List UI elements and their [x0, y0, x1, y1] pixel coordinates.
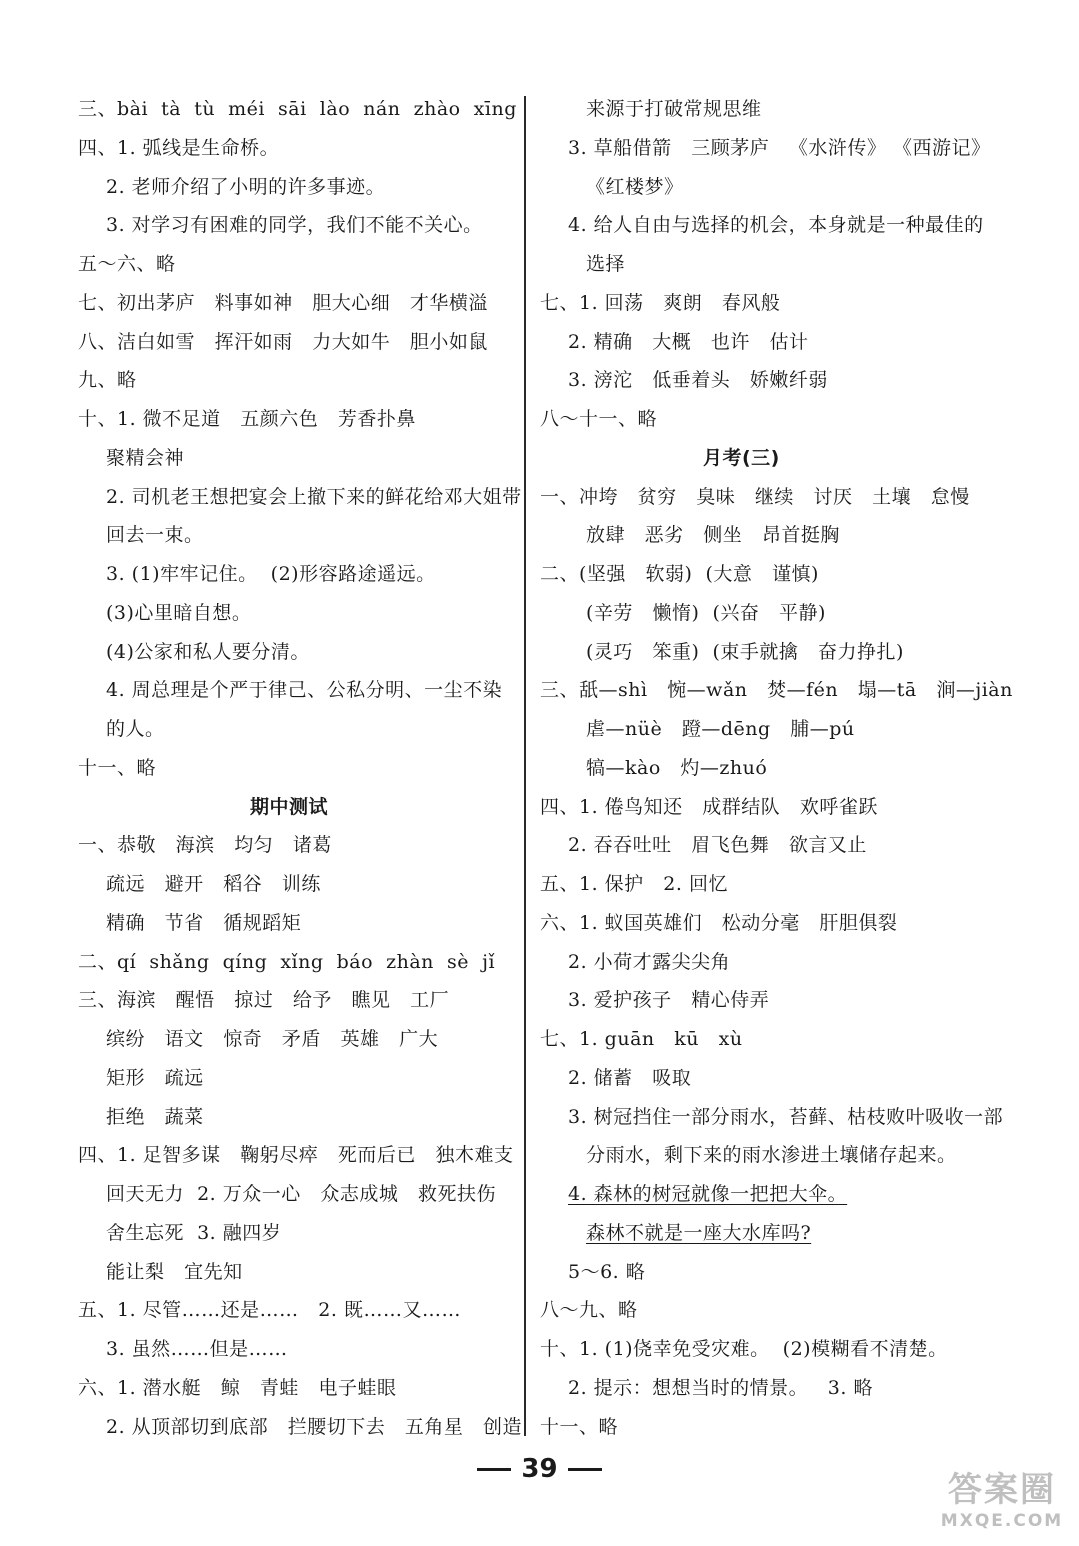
dash-right: [568, 1468, 602, 1471]
page-number-text: 39: [521, 1454, 558, 1484]
answer-line: 回天无力 2. 万众一心 众志成城 救死扶伤: [106, 1183, 496, 1205]
answer-line: 3. 虽然……但是……: [106, 1338, 288, 1360]
answer-line: 3. 爱护孩子 精心侍弄: [568, 989, 770, 1012]
column-divider: [524, 96, 526, 1436]
answer-line: 3. 树冠挡住一部分雨水，苔藓、枯枝败叶吸收一部: [568, 1105, 1004, 1128]
answer-line: 5～6. 略: [568, 1260, 646, 1283]
answer-line: 五、1. 尽管……还是…… 2. 既……又……: [78, 1299, 461, 1322]
answer-line: 缤纷 语文 惊奇 矛盾 英雄 广大: [106, 1028, 439, 1050]
answer-line: 七、1. 回荡 爽朗 春风般: [540, 291, 781, 314]
answer-line: 四、1. 足智多谋 鞠躬尽瘁 死而后已 独木难支: [78, 1144, 514, 1167]
answer-line: 八～十一、略: [540, 408, 658, 430]
answer-line: 犒—kào 灼—zhuó: [586, 756, 768, 779]
answer-line: 2. 储蓄 吸取: [568, 1066, 692, 1089]
answer-line: 五、1. 保护 2. 回忆: [540, 873, 728, 895]
answer-line: 四、1. 倦鸟知还 成群结队 欢呼雀跃: [540, 795, 878, 818]
answer-line: 三、舐—shì 惋—wǎn 焚—fén 塌—tā 涧—jiàn: [540, 679, 1013, 702]
answer-line: 能让梨 宜先知: [106, 1260, 243, 1283]
answer-line: 2. 提示：想想当时的情景。 3. 略: [568, 1376, 873, 1399]
answer-line: (灵巧 笨重) (束手就擒 奋力挣扎): [586, 640, 904, 663]
section-heading: 月考(三): [703, 446, 780, 469]
answer-line: 七、1. guān kū xù: [540, 1028, 743, 1050]
answer-line: 2. 从顶部切到底部 拦腰切下去 五角星 创造: [106, 1415, 523, 1438]
answer-line: 五～六、略: [78, 253, 176, 275]
answer-line: 四、1. 弧线是生命桥。: [78, 136, 280, 159]
answer-line: (4)公家和私人要分清。: [106, 640, 310, 663]
answer-line: 3. 滂沱 低垂着头 娇嫩纤弱: [568, 369, 828, 392]
section-heading: 期中测试: [250, 795, 329, 818]
answer-line: 一、恭敬 海滨 均匀 诸葛: [78, 834, 332, 857]
answer-line: 六、1. 蚁国英雄们 松动分毫 肝胆俱裂: [540, 911, 898, 934]
answer-line: 2. 精确 大概 也许 估计: [568, 330, 809, 353]
watermark-bottom: MXQE.COM: [940, 1511, 1064, 1531]
answer-line: 拒绝 蔬菜: [106, 1105, 204, 1128]
answer-line: 3. (1)牢牢记住。 (2)形容路途遥远。: [106, 563, 436, 585]
answer-line: 3. 对学习有困难的同学，我们不能不关心。: [106, 214, 483, 237]
answer-line: 舍生忘死 3. 融四岁: [106, 1221, 282, 1244]
answer-line: 4. 森林的树冠就像一把把大伞。: [568, 1183, 848, 1205]
answer-line: 放肆 恶劣 侧坐 昂首挺胸: [586, 524, 840, 547]
answer-line: 4. 给人自由与选择的机会，本身就是一种最佳的: [568, 214, 984, 237]
answer-line: 矩形 疏远: [106, 1066, 204, 1089]
answer-line: (辛劳 懒惰) (兴奋 平静): [586, 601, 826, 624]
answer-line: 十、1. 微不足道 五颜六色 芳香扑鼻: [78, 408, 416, 430]
answer-line: 七、初出茅庐 料事如神 胆大心细 才华横溢: [78, 291, 488, 314]
answer-line: 九、略: [78, 369, 137, 392]
answer-line: 《红楼梦》: [586, 175, 684, 198]
answer-line: 2. 吞吞吐吐 眉飞色舞 欲言又止: [568, 834, 867, 857]
answer-line: 的人。: [106, 718, 165, 740]
answer-line: 选择: [586, 253, 626, 275]
answer-line: 精确 节省 循规蹈矩: [106, 911, 302, 934]
answer-line: 2. 司机老王想把宴会上撤下来的鲜花给邓大姐带: [106, 485, 522, 508]
watermark-top: 答案圈: [948, 1470, 1056, 1510]
answer-line: 三、bài tà tù méi sāi lào nán zhào xīng: [78, 98, 517, 120]
answer-line: 十、1. (1)侥幸免受灾难。 (2)模糊看不清楚。: [540, 1338, 948, 1360]
answer-line: 回去一束。: [106, 524, 204, 547]
answer-line: 2. 小荷才露尖尖角: [568, 950, 731, 973]
answer-line: 一、冲垮 贫穷 臭味 继续 讨厌 土壤 怠慢: [540, 485, 970, 508]
answer-line: 十一、略: [540, 1415, 619, 1438]
answer-line: 八、洁白如雪 挥汗如雨 力大如牛 胆小如鼠: [78, 330, 488, 353]
answer-line: 分雨水，剩下来的雨水渗进土壤储存起来。: [586, 1144, 957, 1167]
page-number: [0, 1454, 1079, 1484]
answer-line: 三、海滨 醒悟 掠过 给予 瞧见 工厂: [78, 989, 450, 1012]
answer-line: 二、qí shǎng qíng xǐng báo zhàn sè jǐ: [78, 950, 496, 973]
answer-line: 虐—nüè 蹬—dēng 脯—pú: [586, 718, 855, 740]
answer-line: 3. 草船借箭 三顾茅庐 《水浒传》 《西游记》: [568, 136, 991, 159]
answer-line: 八～九、略: [540, 1299, 638, 1322]
answer-line: 十一、略: [78, 756, 157, 779]
answer-line: 二、(坚强 软弱) (大意 谨慎): [540, 563, 819, 585]
answer-line: 森林不就是一座大水库吗?: [586, 1221, 812, 1244]
answer-line: 来源于打破常规思维: [586, 98, 762, 120]
answer-line: 聚精会神: [106, 446, 185, 469]
watermark-logo: [936, 1470, 1068, 1538]
dash-left: [477, 1468, 511, 1471]
answer-line: 2. 老师介绍了小明的许多事迹。: [106, 175, 386, 198]
answer-line: (3)心里暗自想。: [106, 601, 252, 624]
answer-line: 4. 周总理是个严于律己、公私分明、一尘不染: [106, 679, 503, 702]
answer-line: 六、1. 潜水艇 鲸 青蛙 电子蛙眼: [78, 1376, 397, 1399]
answer-line: 疏远 避开 稻谷 训练: [106, 873, 321, 895]
